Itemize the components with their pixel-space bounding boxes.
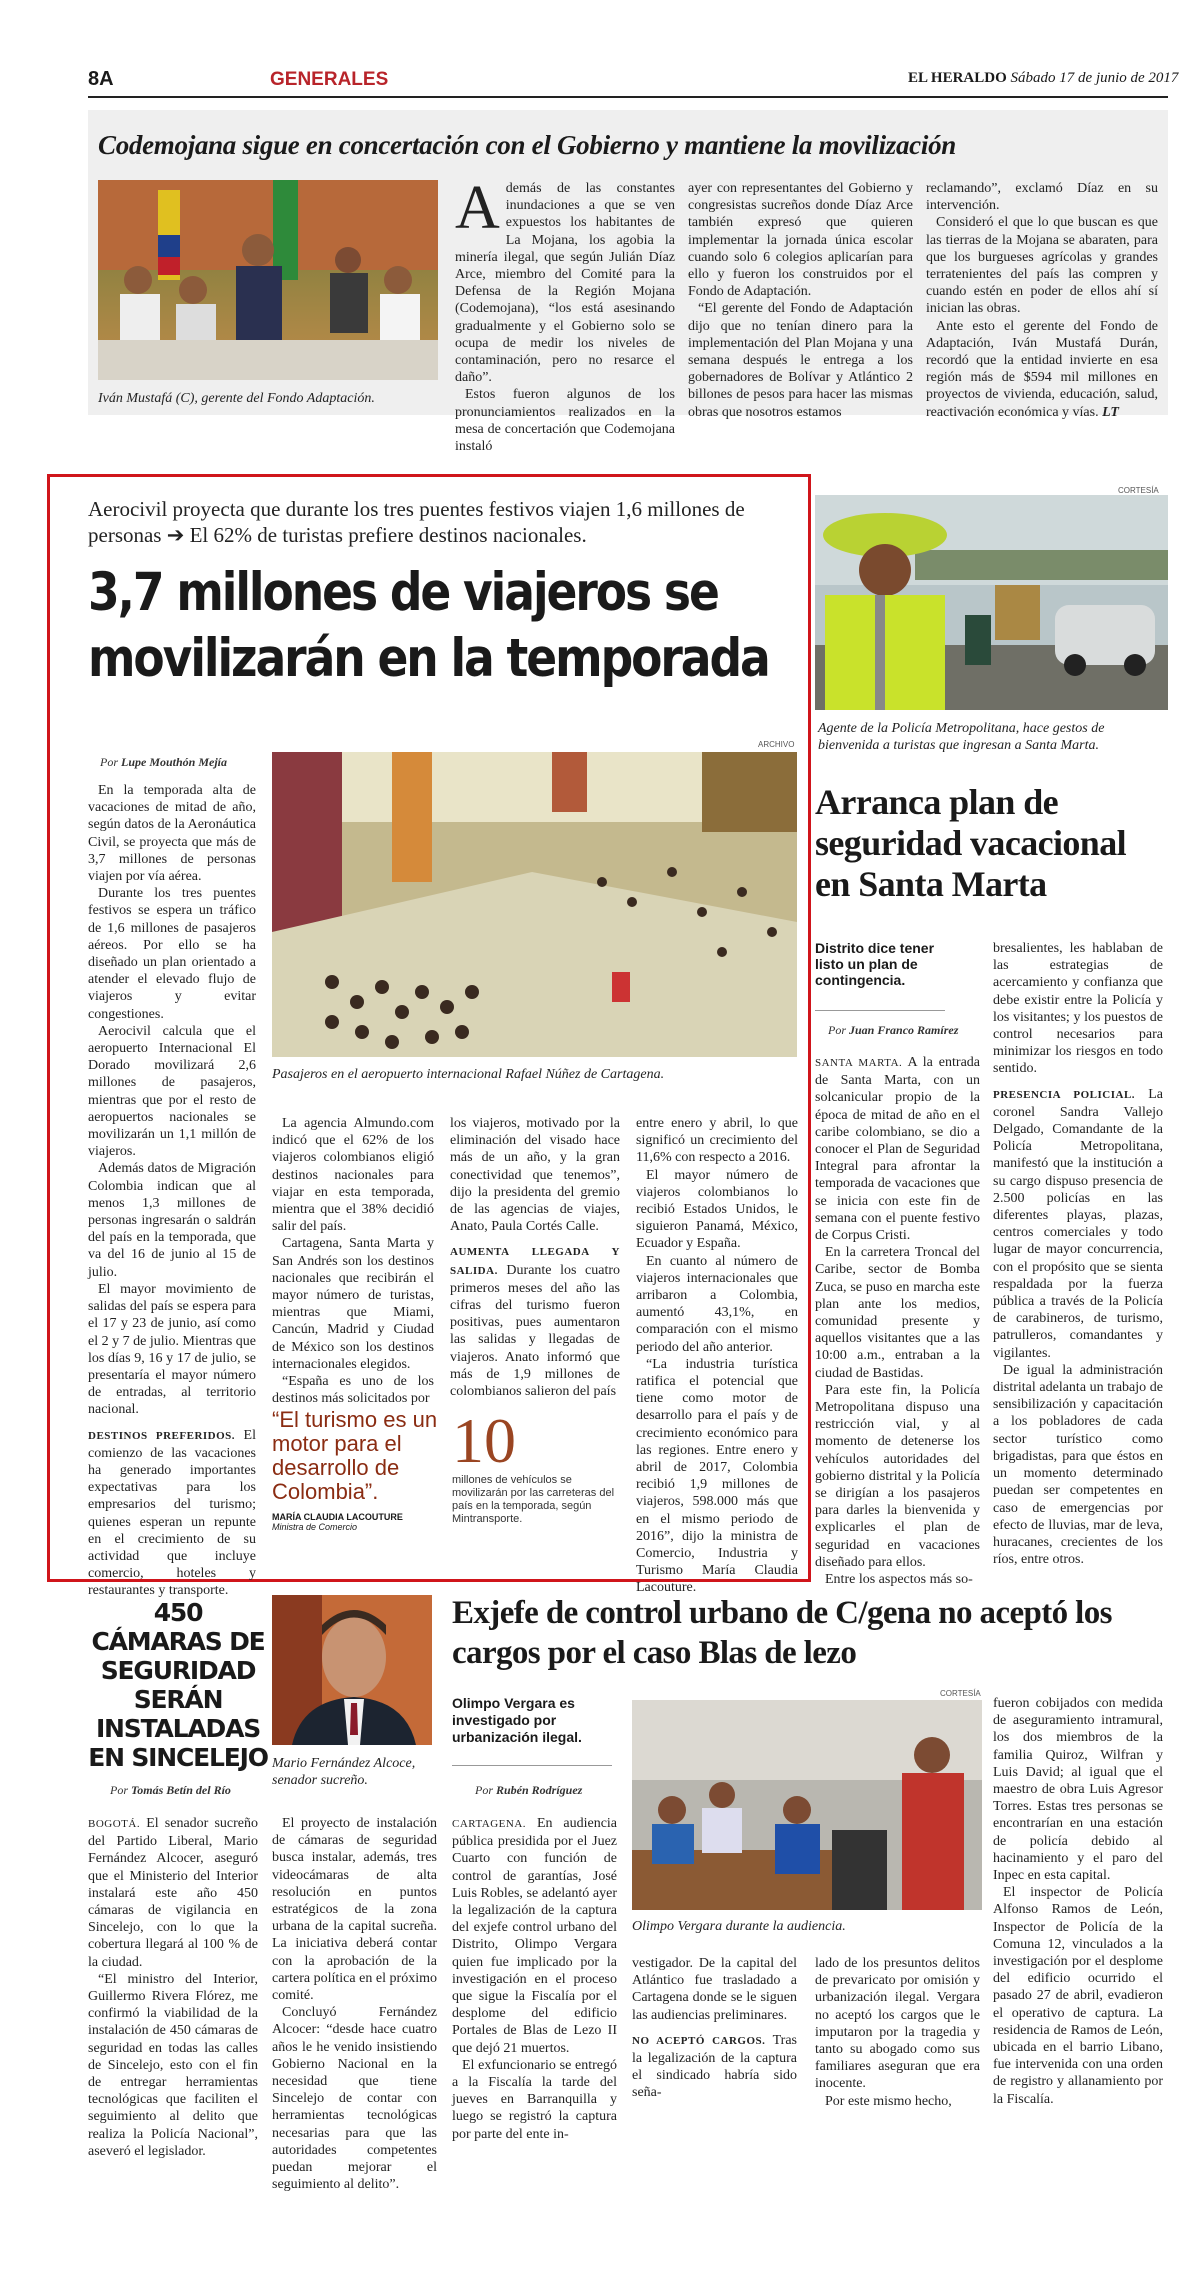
- byline-name: Lupe Mouthón Mejía: [121, 755, 228, 769]
- senator-caption: Mario Fernández Alcoce, senador sucreño.: [272, 1756, 416, 1788]
- exjefe-col1: [452, 1815, 618, 2142]
- paper-name: EL HERALDO: [908, 70, 1007, 86]
- section-name: GENERALES: [270, 69, 389, 90]
- exjefe-col3: [815, 1955, 980, 2125]
- vj-c4-p1: entre enero y abril, lo que significó un crecimiento del 11,6% con respecto a 2016.: [636, 1116, 798, 1166]
- ex-city: CARTAGENA.: [452, 1818, 527, 1830]
- santamarta-deck: Distrito dice tener listo un plan de contingencia.: [815, 940, 935, 988]
- police-caption: Agente de la Policía Metropolitana, hace gestos de bienvenida a turistas que ingresan a Santa Marta.: [818, 721, 1105, 753]
- vj-c2-p1: La agencia Almundo.com indicó que el 62% de los viajeros colombianos eligió destinos nacionales para viajar en esta temporada, mientra que el 38% decidió salir del país.: [272, 1116, 434, 1235]
- codemojana-caption: Iván Mustafá (C), gerente del Fondo Adaptación.: [98, 391, 375, 406]
- vergara-photo: [632, 1700, 982, 1910]
- vj-kicker-aumenta: AUMENTA LLEGADA Y SALIDA.: [450, 1246, 620, 1277]
- vergara-photo-art: [632, 1700, 982, 1910]
- ex-c3-p2: Por este mismo hecho,: [825, 2093, 952, 2109]
- ex-c4-p1: fueron cobijados con medida de aseguramiento intramural, los dos miembros de la familia Quiroz, Wilfran y Luis David; al igual que el maestro de obra Luis Agresor Torres. Estas tres personas se encontrarían en una estación de policía debido al hacinamiento y el paro del Inpec en esta capital.: [993, 1696, 1163, 1884]
- pull-quote-text: “El turismo es un motor para el desarrollo de Colombia”.: [272, 1407, 438, 1504]
- issue-date: Sábado 17 de junio de 2017: [1010, 70, 1179, 86]
- camaras-col2: [272, 1815, 437, 2193]
- airport-photo-art: [272, 752, 797, 1057]
- page-number: 8A: [88, 68, 114, 90]
- sm-byline-prefix: Por: [828, 1023, 846, 1037]
- santamarta-credit: CORTESÍA: [1118, 486, 1159, 495]
- codemojana-c3-text2: Consideró el que lo que buscan es que las tierras de la Mojana se abaraten, para que los burgueses agrícolas y grandes terratenientes del país las compren y cuando estén en poder de ellos ahí sí inician las obras.: [926, 215, 1158, 317]
- codemojana-c1-text: demás de las constantes inundaciones a que se ven expuestos los habitantes de La Mojana, los agobia la minería ilegal, que según Julián Díaz Arce, miembro del Comité para la Defensa de la Región Mojana (Codemojana), “los está asesinando gradualmente y el Gobierno solo se ocupa de medir los niveles de contaminación, pero no resarce el daño”.: [455, 181, 675, 386]
- codemojana-photo-art: [98, 180, 438, 380]
- ex-c2-p2: Tras la legalización de la captura el sindicado habría sido seña-: [632, 2032, 797, 2101]
- vj-c1-p3: Aerocivil calcula que el aeropuerto Internacional El Dorado movilizará 2,6 millones de pasajeros, mientras que por el resto de aeropuertos nacionales se movilizarán un 1,1 millón de viajeros.: [88, 1023, 256, 1160]
- header-rule: [88, 96, 1168, 98]
- sm-c2-p3: De igual la administración distrital adelanta un trabajo de sensibilización y capacitación a los pobladores de cada sector turístico como brigadistas, para que éstos en un momento determinado puedan ser competentes en caso de emergencias por efecto de lluvias, mar de leva, huracanes, crecientes de los ríos, entre otros.: [993, 1362, 1163, 1568]
- ex-c2-p1: vestigador. De la capital del Atlántico fue trasladado a Cartagena donde se le siguen las audiencias preliminares.: [632, 1956, 797, 2023]
- exjefe-headline: Exjefe de control urbano de C/gena no aceptó los cargos por el caso Blas de lezo: [452, 1595, 1112, 1671]
- exjefe-byline: [475, 1783, 582, 1798]
- masthead-paper: [908, 70, 1178, 87]
- arrow-icon: ➔: [166, 523, 185, 547]
- viajeros-col3: [450, 1115, 620, 1400]
- codemojana-c1-text2: Estos fueron algunos de los pronunciamientos realizados en la mesa de concertación que Codemojana instaló: [455, 387, 675, 455]
- sm-c2-p2: La coronel Sandra Vallejo Delgado, Comandante de la Policía Metropolitana, manifestó que la institución a su cargo dispuso presencia de 2.500 policías en las diferentes playas, plazas, centros comerciales y todo lugar de mayor concurrencia, con el propósito que se sienta respaldada por la fuerza pública a través de la Policía de carabineros, de turismo, patrulleros, comandantes y vigilantes.: [993, 1086, 1163, 1361]
- codemojana-headline: Codemojana sigue en concertación con el Gobierno y mantiene la movilización: [98, 130, 956, 160]
- cam-byline-prefix: Por: [110, 1783, 128, 1797]
- ex-byline-prefix: Por: [475, 1783, 493, 1797]
- codemojana-col3: [926, 180, 1158, 420]
- vj-c1-p1: En la temporada alta de vacaciones de mitad de año, según datos de la Aeronáutica Civil, se proyecta que más de 3,7 millones de personas viajen por vía aérea.: [88, 783, 256, 885]
- pull-quote-role: Ministra de Comercio: [272, 1522, 358, 1532]
- viajeros-headline: 3,7 millones de viajeros se movilizarán en la temporada: [88, 562, 769, 689]
- ex-c1-p2: El exfuncionario se entregó a la Fiscalía la tarde del jueves en Barranquilla y luego se registró la captura por parte del ente in-: [452, 2057, 617, 2142]
- viajeros-credit: ARCHIVO: [758, 740, 795, 749]
- police-photo-art: [815, 495, 1168, 710]
- codemojana-photo: [98, 180, 438, 380]
- stat-text: millones de vehículos se movilizarán por las carreteras del país en la temporada, según Mintransporte.: [452, 1474, 615, 1525]
- sm-city: SANTA MARTA.: [815, 1057, 903, 1069]
- vj-kicker-destinos: DESTINOS PREFERIDOS.: [88, 1429, 236, 1442]
- codemojana-c2-text: ayer con representantes del Gobierno y congresistas sucreños donde Díaz Arce también expresó que quieren implementar la jornada única escolar cuando solo 6 colegios aplicarían para ello y fueron los construidos por el Fondo de Adaptación.: [688, 181, 913, 300]
- viajeros-deck-1: Aerocivil proyecta que durante los tres puentes festivos viajen 1,6 millones de personas: [88, 497, 745, 547]
- sm-kicker-presencia: PRESENCIA POLICIAL.: [993, 1088, 1136, 1101]
- airport-photo: [272, 752, 797, 1057]
- vj-c1-p5: El mayor movimiento de salidas del país se espera para el 17 y 23 de junio, así como el 2 y 7 de julio. Mientras que los días 9, 16 y 17 de julio, se presentaría el mayor número de entradas, al territorio nacional.: [88, 1281, 256, 1418]
- senator-photo: [272, 1595, 432, 1745]
- codemojana-c3-text: reclamando”, exclamó Díaz en su intervención.: [926, 181, 1158, 214]
- viajeros-deck-2: El 62% de turistas prefiere destinos nacionales.: [189, 523, 587, 547]
- vj-c2-p2: Cartagena, Santa Marta y San Andrés son los destinos nacionales que recibirán el mayor número de turistas, mientras que Miami, Cancún, Madrid y Ciudad de México son los destinos internacionales elegidos.: [272, 1236, 434, 1372]
- cam-c2-p2: Concluyó Fernández Alcocer: “desde hace cuatro años le he venido insistiendo Gobierno Nacional en la necesidad que tiene Sincelejo de contar con herramientas tecnológicas necesarias para que las autoridades competentes puedan mejorar el seguimiento al delito”.: [272, 2005, 437, 2193]
- vj-c2-p3: “España es uno de los destinos más solicitados por: [272, 1374, 434, 1407]
- stat-block: [452, 1405, 622, 1526]
- viajeros-col4: [636, 1115, 798, 1596]
- stat-number: 10: [452, 1405, 516, 1476]
- viajeros-col1: [88, 782, 256, 1599]
- sm-c1-p3: Para este fin, la Policía Metropolitana dispuso una restricción vial, y al momento de detenerse los vehículos autoridades del gobierno distrital y la Policía se dirigían a los pasajeros para darles la bienvenida y explicarles el plan de seguridad en vacaciones diseñado para ellos.: [815, 1382, 980, 1570]
- cam-c1-p2: “El ministro del Interior, Guillermo Rivera Flórez, me confirmó la viabilidad de la instalación de 450 cámaras de seguridad en todas las calles de Sincelejo, esto con el fin de entregar herramientas tecnológicas que faciliten el seguimiento al delito que realiza la Policía Nacional”, aseveró el legislador.: [88, 1971, 258, 2159]
- exjefe-col2: [632, 1955, 797, 2125]
- codemojana-signature: LT: [1102, 404, 1119, 420]
- camaras-col1: [88, 1815, 258, 2159]
- sm-c1-p4: Entre los aspectos más so-: [825, 1572, 973, 1588]
- cam-byline-name: Tomás Betín del Río: [131, 1783, 231, 1797]
- pull-quote: [272, 1408, 447, 1532]
- codemojana-c2-text2: “El gerente del Fondo de Adaptación dijo que no tenían dinero para la implementación del Plan Mojana y una semana después le entrega a los gobernadores de Bolívar y Atlántico 2 billones de pesos para hacer las mismas obras que nosotros estamos: [688, 301, 913, 420]
- camaras-headline: 450 CÁMARAS DE SEGURIDAD SERÁN INSTALADAS EN SINCELEJO: [88, 1598, 268, 1772]
- vergara-caption: Olimpo Vergara durante la audiencia.: [632, 1919, 846, 1934]
- vj-c1-p2: Durante los tres puentes festivos se espera un tráfico de 1,6 millones de pasajeros aéreos. Por ello se ha diseñado un plan orientado a atender el elevado flujo de viajeros y evitar congestiones.: [88, 886, 256, 1022]
- codemojana-c3-text3: Ante esto el gerente del Fondo de Adaptación, Iván Mustafá Durán, recordó que la entidad invierte en esa región más de $594 mil millones en proyectos de vivienda, educación, salud, reactivación económica y vías.: [926, 318, 1158, 420]
- viajeros-byline: [100, 755, 227, 770]
- vj-c4-p4: “La industria turística ratifica el potencial que tiene como motor de desarrollo para el país y de crecimiento económico para las regiones. Entre enero y abril de 2017, Colombia recibió 1,9 millones de viajeros, 598.000 más que en el mismo periodo de 2016”, dijo la ministra de Comercio, Industria y Turismo María Claudia Lacouture.: [636, 1356, 798, 1596]
- pull-quote-name: MARÍA CLAUDIA LACOUTURE: [272, 1512, 403, 1522]
- codemojana-col1: [455, 174, 675, 455]
- sm-c2-p1: bresalientes, les hablaban de las estrategias de acercamiento y confianza que debe existir entre la Policía y los visitantes; y los puestos de control necesarios para minimizar los riesgos en todo sentido.: [993, 941, 1163, 1077]
- exjefe-rule: [452, 1765, 612, 1766]
- codemojana-col2: [688, 180, 913, 420]
- police-photo: [815, 495, 1168, 710]
- santamarta-col2: [993, 940, 1163, 1568]
- vj-c4-p2: El mayor número de viajeros colombianos lo recibió Estados Unidos, le siguieron Panamá, México, Ecuador y España.: [636, 1167, 798, 1252]
- exjefe-deck: Olimpo Vergara es investigado por urbanización ilegal.: [452, 1695, 582, 1745]
- santamarta-col1: [815, 1054, 980, 1588]
- santamarta-rule: [815, 1010, 945, 1011]
- viajeros-deck: [88, 496, 798, 548]
- airport-caption: Pasajeros en el aeropuerto internacional Rafael Núñez de Cartagena.: [272, 1067, 665, 1082]
- cam-city: BOGOTÁ.: [88, 1818, 141, 1830]
- vj-c3-p2: Durante los cuatro primeros meses del año las cifras del turismo fueron positivas, pues aumentaron las salidas y llegadas de viajeros. Anato informó que más de 1,9 millones de colombianos salieron del país: [450, 1262, 620, 1400]
- ex-byline-name: Rubén Rodríguez: [496, 1783, 583, 1797]
- ex-c4-p2: El inspector de Policía Alfonso Ramos de León, Inspector de Policía de la Comuna 12, vinculados a la investigación por el desplome del edificio ocurrido el pasado 27 de abril, evadieron el operativo de captura. La residencia de Ramos de León, ubicada en el barrio Libano, fue intervenida con una orden de registro y allanamiento por la Fiscalía.: [993, 1885, 1163, 2107]
- ex-c1-p1: En audiencia pública presidida por el Juez Cuarto con función de control de garantías, José Luis Robles, se adelantó ayer la legalización de la captura del exjefe control urbano del Distrito, Olimpo Vergara quien fue implicado por la investigación en el proceso que sigue la Fiscalía por el desplome del edificio Portales de Blas de Lezo II que dejó 21 muertos.: [452, 1816, 618, 2056]
- ex-c3-p1: lado de los presuntos delitos de prevaricato por omisión y urbanización ilegal. Vergara no aceptó los cargos que le imputaron por la tragedia y tanto su abogado como sus familiares aseguran que era inocente.: [815, 1956, 980, 2092]
- camaras-byline: [110, 1783, 231, 1798]
- viajeros-col2: [272, 1115, 434, 1407]
- exjefe-col4: [993, 1695, 1163, 2125]
- byline-prefix: Por: [100, 755, 118, 769]
- santamarta-headline: Arranca plan de seguridad vacacional en Santa Marta: [815, 782, 1127, 904]
- vj-c3-p1: los viajeros, motivado por la eliminación del visado hace más de un año, y la gran conectividad que tenemos”, dijo la presidenta del gremio de las agencias de viajes, Anato, Paula Cortés Calle.: [450, 1116, 620, 1235]
- sm-c1-p2: En la carretera Troncal del Caribe, sector de Bomba Zuca, se puso en marcha este plan ante los medios, comunidad presente y aquellos visitantes que a las 10:00 a.m., entraban a la ciudad de Bastidas.: [815, 1245, 980, 1381]
- cam-c1-p1: El senador sucreño del Partido Liberal, Mario Fernández Alcocer, aseguró que el Ministerio del Interior instalará este año 450 cámaras de vigilancia en Sincelejo, con lo que la cobertura llegará al 100 % de la ciudad.: [88, 1816, 258, 1970]
- vj-c1-p6: El comienzo de las vacaciones ha generado importantes expectativas para los empresarios del turismo; quienes esperan un repunte en el crecimiento de su actividad que incluye comercio, hoteles y restaurantes y transporte.: [88, 1427, 256, 1599]
- santamarta-byline: [828, 1023, 958, 1038]
- dropcap: A: [455, 174, 500, 242]
- ex-kicker-noacepto: NO ACEPTÓ CARGOS.: [632, 2034, 766, 2047]
- sm-c1-p1: A la entrada de Santa Marta, con un solcanicular propio de la época de mitad de año en el caribe colombiano, se dio a conocer el Plan de Seguridad Integral para afrontar la temporada de vacaciones que se inicia con este fin de semana con el puente festivo de Corpus Cristi.: [815, 1055, 980, 1244]
- vj-c4-p3: En cuanto al número de viajeros internacionales que arribaron a Colombia, aumentó 43,1%, en comparación con el mismo periodo del año anterior.: [636, 1253, 798, 1355]
- vj-c1-p4: Además datos de Migración Colombia indican que al menos 1,3 millones de personas ingresarán o saldrán del país en la temporada, que va del 16 de junio al 15 de julio.: [88, 1161, 256, 1280]
- senator-photo-art: [272, 1595, 432, 1745]
- cam-c2-p1: El proyecto de instalación de cámaras de seguridad busca instalar, además, tres videocámaras de alta resolución en puntos estratégicos de la zona urbana de la capital sucreña. La iniciativa deberá contar con la aprobación de la cartera política en el próximo comité.: [272, 1816, 437, 2004]
- exjefe-credit: CORTESÍA: [940, 1689, 981, 1698]
- sm-byline-name: Juan Franco Ramírez: [849, 1023, 959, 1037]
